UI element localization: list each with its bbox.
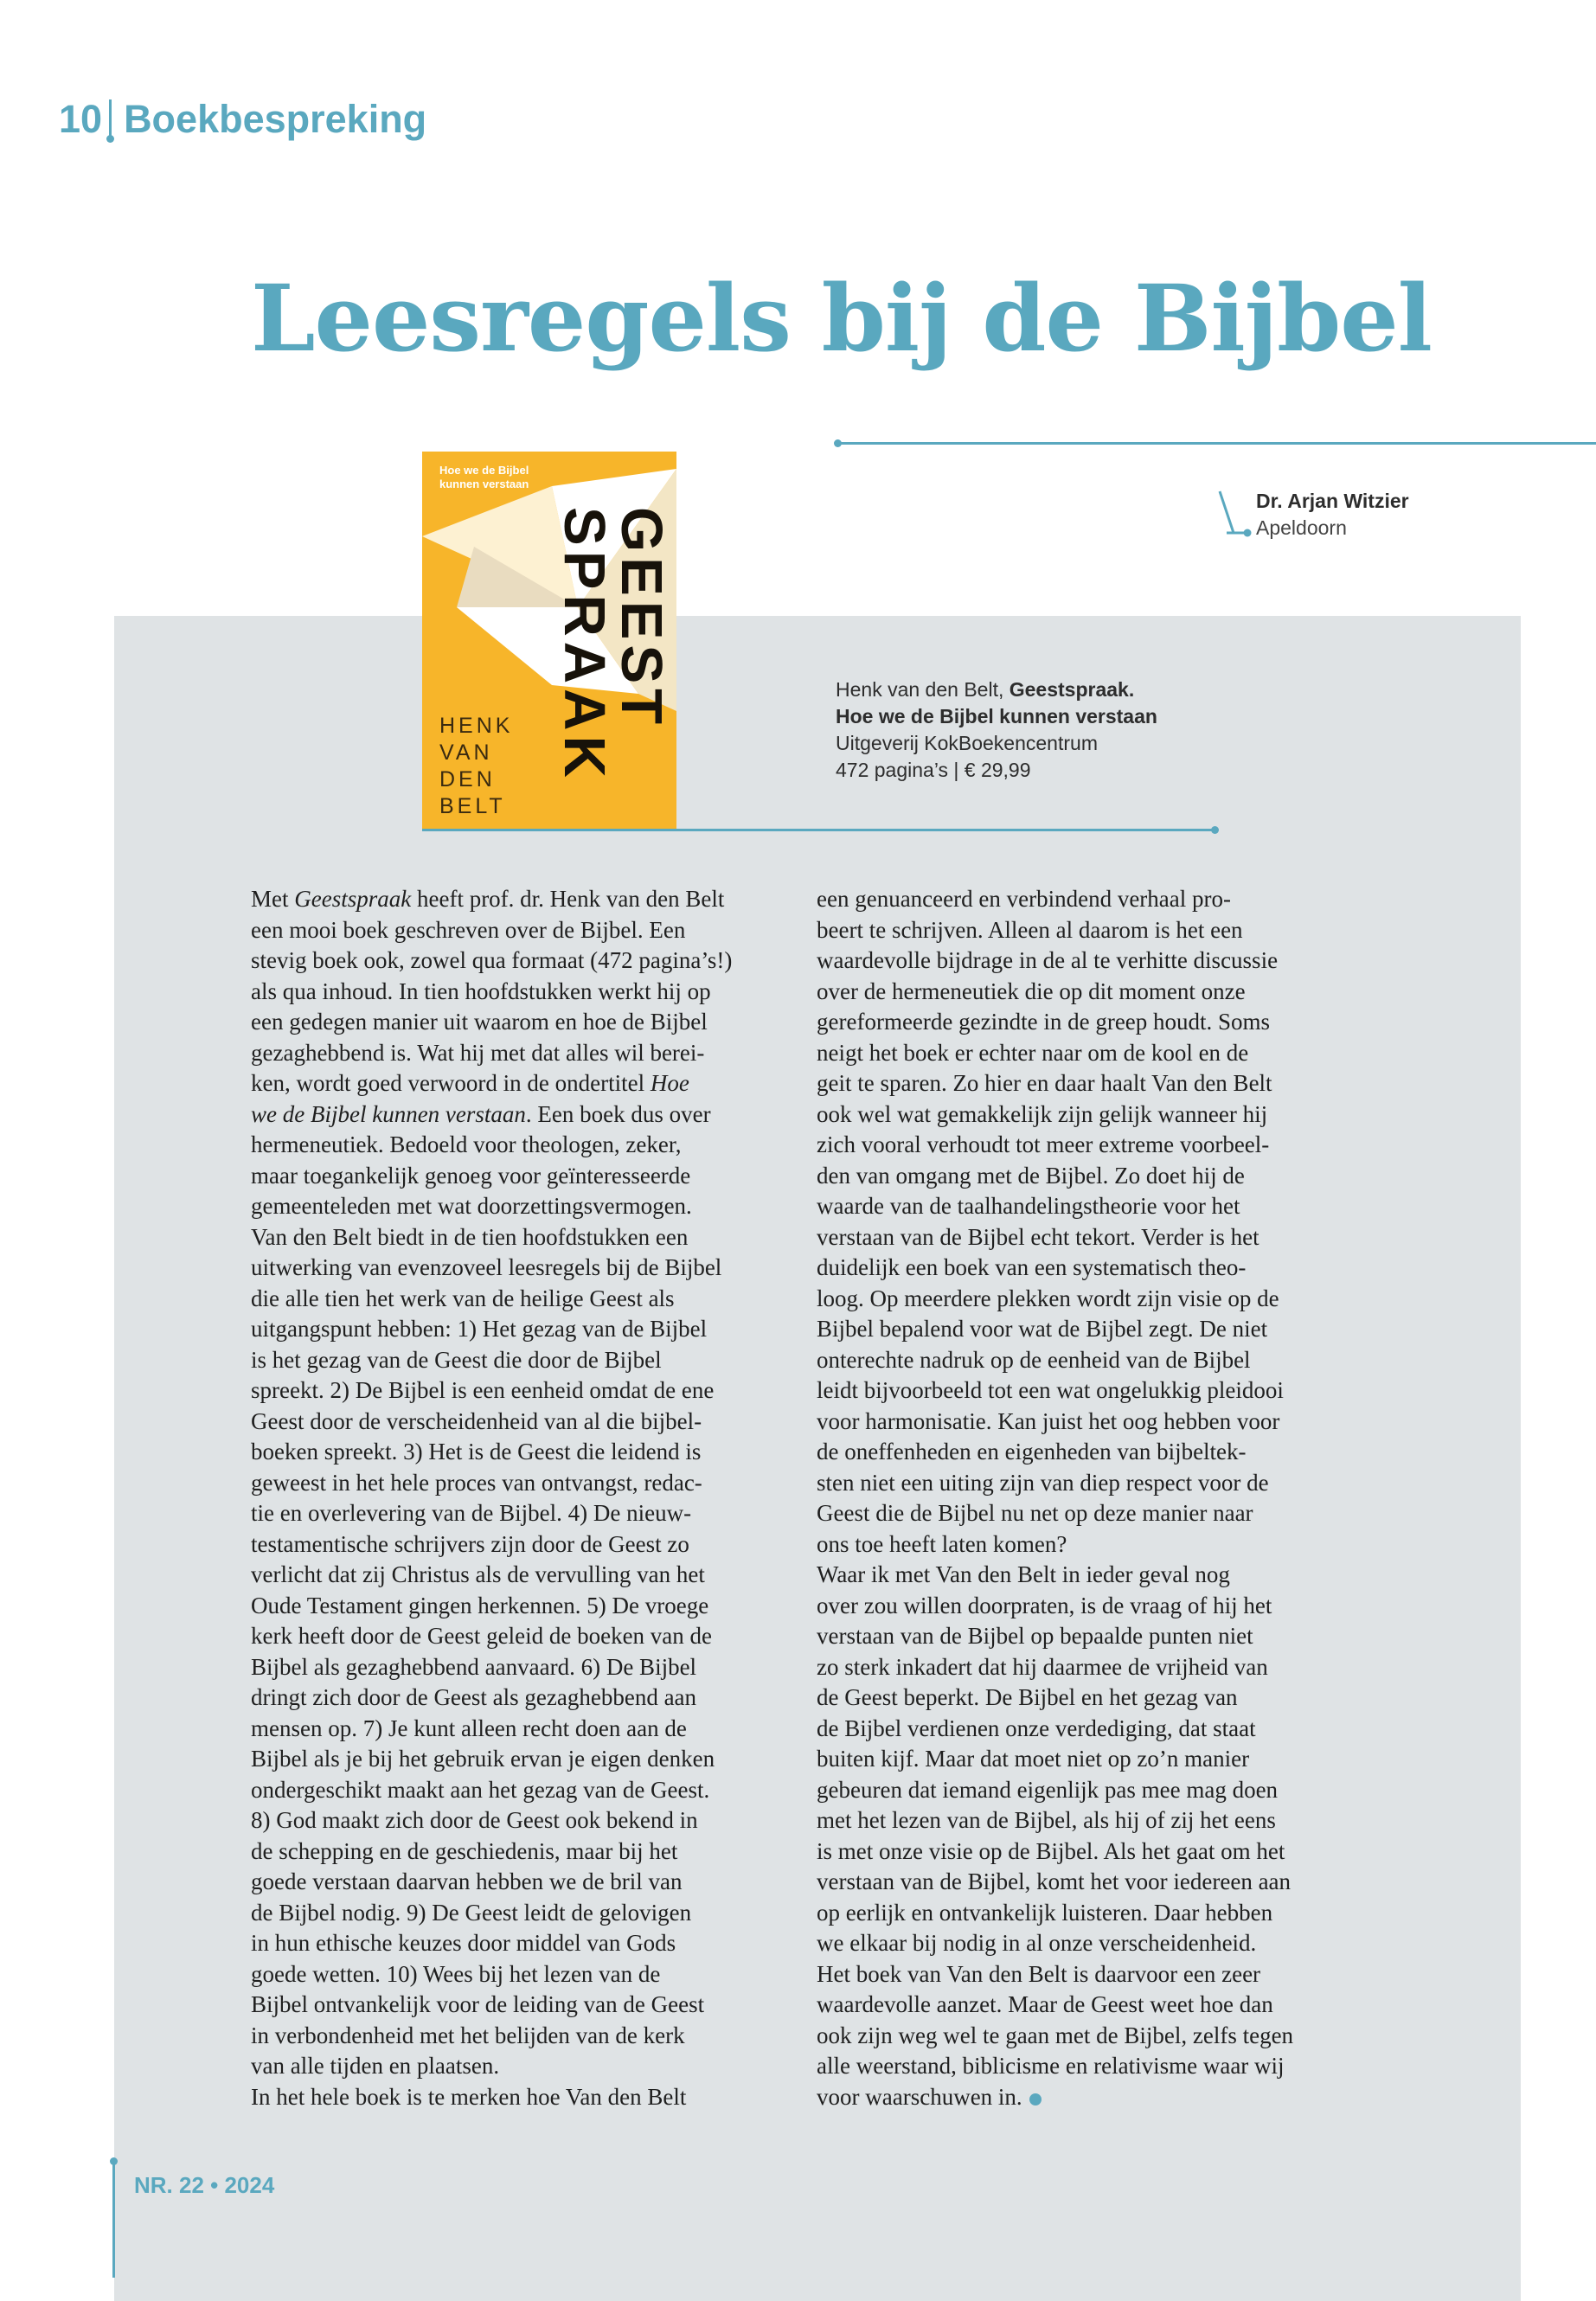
text-line: over de hermeneutiek die op dit moment onze xyxy=(817,977,1246,1004)
text-line: gezaghebbend is. Wat hij met dat alles wil berei- xyxy=(251,1039,705,1066)
text-line: uitgangspunt hebben: 1) Het gezag van de Bijbel xyxy=(251,1316,708,1342)
text-line: Bijbel als gezaghebbend aanvaard. 6) De Bijbel xyxy=(251,1653,697,1680)
text-line: geweest in het hele proces van ontvangst, redac- xyxy=(251,1469,702,1496)
text-line: de Geest beperkt. De Bijbel en het gezag van xyxy=(817,1684,1238,1710)
text-line: leidt bijvoorbeeld tot een wat ongelukkig pleidooi xyxy=(817,1377,1284,1403)
text-line: in hun ethische keuzes door middel van Gods xyxy=(251,1930,676,1956)
text-line: voor harmonisatie. Kan juist het oog hebben voor xyxy=(817,1407,1280,1434)
text-line: waardevolle aanzet. Maar de Geest weet hoe dan xyxy=(817,1991,1273,2017)
author-block xyxy=(1256,488,1409,542)
text-line: ken, wordt goed verwoord in de ondertitel Hoe xyxy=(251,1070,689,1096)
text-line: zo sterk inkadert dat hij daarmee de vrijheid van xyxy=(817,1653,1268,1680)
cover-underline xyxy=(422,829,1215,831)
text-line: uitwerking van evenzoveel leesregels bij de Bijbel xyxy=(251,1254,722,1280)
cover-author-line: HENK xyxy=(439,714,514,738)
text-line: 8) God maakt zich door de Geest ook bekend in xyxy=(251,1807,698,1833)
page-number: 10 xyxy=(59,97,103,141)
book-subtitle: Hoe we de Bijbel kunnen verstaan xyxy=(836,705,1157,727)
text-line: testamentische schrijvers zijn door de Geest zo xyxy=(251,1530,689,1557)
text-line: ook zijn weg wel te gaan met de Bijbel, zelfs tegen xyxy=(817,2022,1294,2048)
text-line: gereformeerde gezindte in de greep houdt. Soms xyxy=(817,1009,1271,1035)
text-line: ondergeschikt maakt aan het gezag van de Geest. xyxy=(251,1776,710,1803)
cover-author-line: DEN xyxy=(439,767,496,792)
text-line: de schepping en de geschiedenis, maar bij het xyxy=(251,1837,678,1864)
text-line: verstaan van de Bijbel, komt het voor iedereen aan xyxy=(817,1868,1292,1894)
text-line: Bijbel als je bij het gebruik ervan je eigen denken xyxy=(251,1746,715,1772)
text-line: gemeenteleden met wat doorzettingsvermogen. xyxy=(251,1193,692,1219)
book-info xyxy=(836,676,1157,784)
text-line: met het lezen van de Bijbel, als hij of zij het eens xyxy=(817,1807,1276,1833)
header-divider xyxy=(109,99,112,138)
text-line: spreekt. 2) De Bijbel is een eenheid omdat de ene xyxy=(251,1377,715,1403)
cover-title xyxy=(552,507,674,783)
text-line: hermeneutiek. Bedoeld voor theologen, zeker, xyxy=(251,1131,682,1157)
issue-label: NR. 22 • 2024 xyxy=(134,2172,275,2198)
text-line: maar toegankelijk genoeg voor geïnteresseerde xyxy=(251,1162,691,1189)
text-line: kerk heeft door de Geest geleid de boeken van de xyxy=(251,1623,713,1649)
text-line: goede verstaan daarvan hebben we de bril van xyxy=(251,1868,683,1894)
text-line: alle weerstand, biblicisme en relativisme waar wij xyxy=(817,2053,1285,2079)
text-line: verstaan van de Bijbel op bepaalde punten niet xyxy=(817,1623,1253,1649)
text-line: op eerlijk en ontvankelijk luisteren. Daar hebben xyxy=(817,1899,1273,1926)
cover-title-line: SPRAAK xyxy=(552,507,617,783)
text-line: in verbondenheid met het belijden van de kerk xyxy=(251,2022,685,2048)
text-line: waardevolle bijdrage in de al te verhitte discussie xyxy=(817,947,1279,973)
cover-tagline: Hoe we de Bijbel kunnen verstaan xyxy=(439,464,529,490)
body-column-1 xyxy=(251,884,732,2112)
text-line: is het gezag van de Geest die door de Bijbel xyxy=(251,1346,662,1373)
text-line: den van omgang met de Bijbel. Zo doet hij de xyxy=(817,1162,1245,1189)
text-line: verstaan van de Bijbel echt tekort. Verder is het xyxy=(817,1223,1259,1250)
text-line: we de Bijbel kunnen verstaan. Een boek dus over xyxy=(251,1100,711,1127)
text-line: neigt het boek er echter naar om de kool en de xyxy=(817,1039,1249,1066)
text-line: Met Geestspraak heeft prof. dr. Henk van den Belt xyxy=(251,886,725,912)
author-name: Dr. Arjan Witzier xyxy=(1256,490,1409,512)
text-line: we elkaar bij nodig in al onze verscheidenheid. xyxy=(817,1930,1257,1956)
text-line: tie en overlevering van de Bijbel. 4) De nieuw- xyxy=(251,1500,692,1526)
book-details: 472 pagina’s | € 29,99 xyxy=(836,759,1031,781)
text-line: Het boek van Van den Belt is daarvoor een zeer xyxy=(817,1960,1261,1987)
text-line: Geest die de Bijbel nu net op deze manier naar xyxy=(817,1500,1253,1526)
book-title: Geestspraak. xyxy=(1009,678,1135,701)
text-line: de Bijbel nodig. 9) De Geest leidt de gelovigen xyxy=(251,1899,692,1926)
body-column-2 xyxy=(817,884,1293,2112)
book-author-title xyxy=(836,676,1157,703)
cover-author-line: BELT xyxy=(439,794,506,818)
section-label: Boekbespreking xyxy=(124,97,427,141)
text-line: In het hele boek is te merken hoe Van den Belt xyxy=(251,2083,687,2110)
text-line: buiten kijf. Maar dat moet niet op zo’n manier xyxy=(817,1746,1250,1772)
text-line: Waar ik met Van den Belt in ieder geval nog xyxy=(817,1561,1230,1587)
text-line: stevig boek ook, zowel qua formaat (472 pagina’s!) xyxy=(251,947,733,973)
top-divider-line xyxy=(837,442,1596,445)
text-line: ons toe heeft laten komen? xyxy=(817,1530,1067,1557)
text-line: de Bijbel verdienen onze verdediging, dat staat xyxy=(817,1715,1256,1741)
text-line: een mooi boek geschreven over de Bijbel. Een xyxy=(251,916,686,943)
text-line: een genuanceerd en verbindend verhaal pro- xyxy=(817,886,1231,912)
section-header xyxy=(59,93,426,145)
text-line: die alle tien het werk van de heilige Geest als xyxy=(251,1285,675,1311)
text-line: boeken spreekt. 3) Het is de Geest die leidend is xyxy=(251,1439,702,1465)
text-line: loog. Op meerdere plekken wordt zijn visie op de xyxy=(817,1285,1279,1311)
article-title: Leesregels bij de Bijbel xyxy=(251,264,1432,372)
text-line: mensen op. 7) Je kunt alleen recht doen aan de xyxy=(251,1715,687,1741)
cover-author-line: VAN xyxy=(439,740,493,765)
author-marker-icon xyxy=(1215,488,1253,540)
text-line: sten niet een uiting zijn van diep respect voor de xyxy=(817,1469,1269,1496)
cover-underline-dot xyxy=(1211,826,1219,834)
text-line: van alle tijden en plaatsen. xyxy=(251,2053,500,2079)
text-line: Oude Testament gingen herkennen. 5) De vroege xyxy=(251,1592,709,1618)
text-line: dringt zich door de Geest als gezaghebbend aan xyxy=(251,1684,697,1710)
book-publisher: Uitgeverij KokBoekencentrum xyxy=(836,732,1098,754)
text-line: onterechte nadruk op de eenheid van de Bijbel xyxy=(817,1346,1251,1373)
cover-title-line: GEEST xyxy=(609,507,674,730)
text-line: Geest door de verscheidenheid van al die bijbel- xyxy=(251,1407,702,1434)
end-mark-icon xyxy=(1029,2093,1042,2106)
text-line: een gedegen manier uit waarom en hoe de Bijbel xyxy=(251,1009,708,1035)
text-line: geit te sparen. Zo hier en daar haalt Van den Belt xyxy=(817,1070,1272,1096)
book-author: Henk van den Belt, xyxy=(836,678,1010,701)
text-line: over zou willen doorpraten, is de vraag of hij het xyxy=(817,1592,1272,1618)
text-line: als qua inhoud. In tien hoofdstukken werkt hij op xyxy=(251,977,711,1004)
text-line: zich vooral verhoudt tot meer extreme voorbeel- xyxy=(817,1131,1270,1157)
text-line: Bijbel ontvankelijk voor de leiding van de Geest xyxy=(251,1991,705,2017)
author-place: Apeldoorn xyxy=(1256,516,1347,539)
book-cover xyxy=(422,452,676,830)
text-line: Van den Belt biedt in de tien hoofdstukken een xyxy=(251,1223,689,1250)
text-line: goede wetten. 10) Wees bij het lezen van de xyxy=(251,1960,661,1987)
text-line: ook wel wat gemakkelijk zijn gelijk wanneer hij xyxy=(817,1100,1268,1127)
footer-line xyxy=(112,2161,115,2278)
text-line: beert te schrijven. Alleen al daarom is het een xyxy=(817,916,1243,943)
text-line: de oneffenheden en eigenheden van bijbeltek- xyxy=(817,1439,1247,1465)
cover-author xyxy=(439,713,513,820)
text-line: waarde van de taalhandelingstheorie voor het xyxy=(817,1193,1240,1219)
text-line: verlicht dat zij Christus als de vervulling van het xyxy=(251,1561,705,1587)
text-line: is met onze visie op de Bijbel. Als het gaat om het xyxy=(817,1837,1285,1864)
text-line: voor waarschuwen in. xyxy=(817,2082,1293,2113)
text-line: Bijbel bepalend voor wat de Bijbel zegt. De niet xyxy=(817,1316,1268,1342)
text-line: gebeuren dat iemand eigenlijk pas mee mag doen xyxy=(817,1776,1279,1803)
text-line: duidelijk een boek van een systematisch theo- xyxy=(817,1254,1247,1280)
